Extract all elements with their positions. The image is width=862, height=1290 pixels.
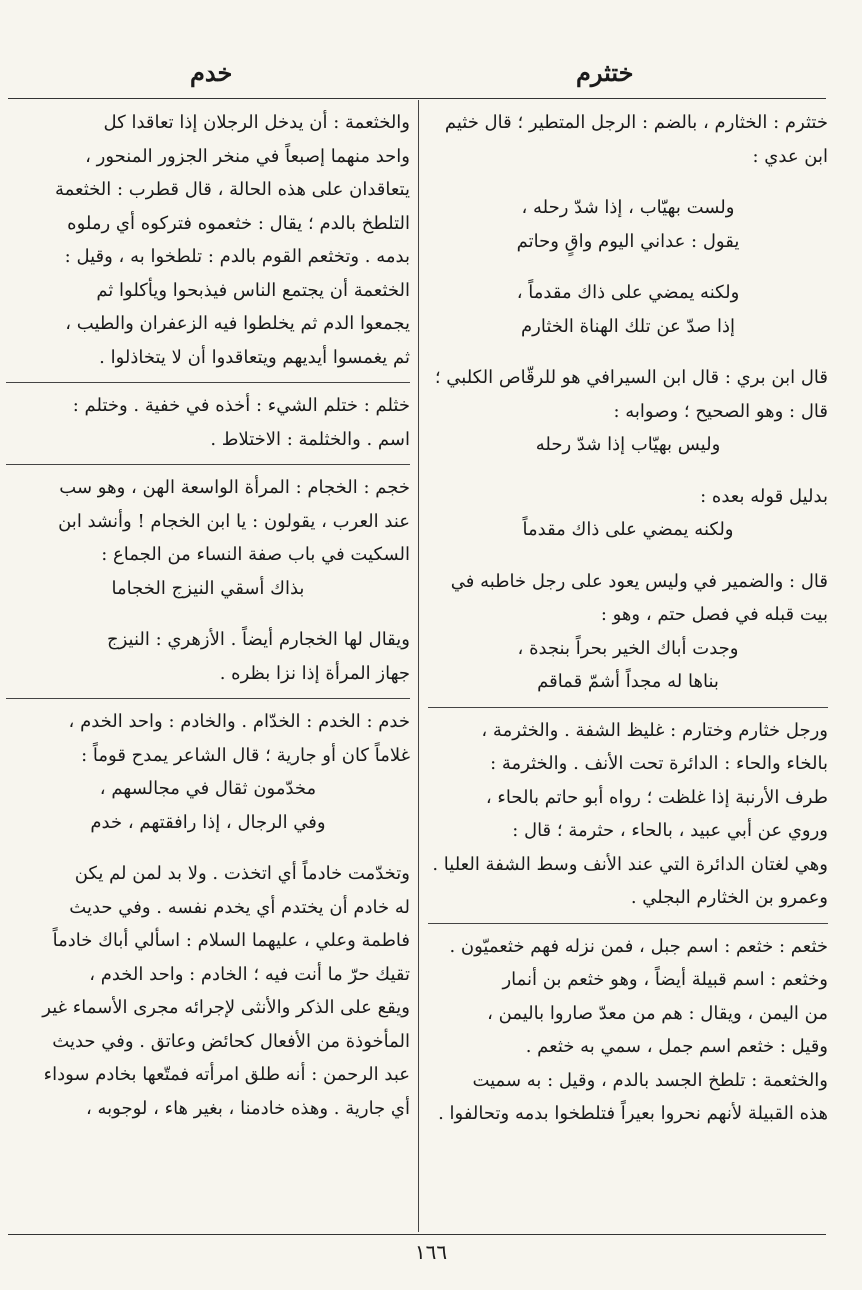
text-line: واحد منهما إصبعاً في منخر الجزور المنحور ، — [85, 145, 410, 167]
verse-line: وليس بهيّاب إذا شدّ رحله — [535, 434, 721, 455]
text-line: ثم يغمسوا أيديهم ويتعاقدوا أن لا يتخاذلوا . — [99, 346, 410, 368]
text-line: وروي عن أبي عبيد ، بالحاء ، حثرمة ؛ قال : — [512, 820, 828, 841]
running-head-left: خدم — [190, 58, 233, 87]
verse-line: ولكنه يمضي على ذاك مقدماً ، — [516, 282, 740, 303]
text-line: عند العرب ، يقولون : يا ابن الخجام ! وأنشد ابن — [58, 510, 410, 532]
text-line: قال : وهو الصحيح ؛ وصوابه : — [613, 400, 828, 422]
text-line: الخثعمة أن يجتمع الناس فيذبحوا ويأكلوا ثم — [96, 279, 410, 301]
text-line: بدمه . وتخثعم القوم بالدم : تلطخوا به ، وقيل : — [64, 246, 410, 267]
running-head-right: ختثرم — [576, 58, 634, 87]
verse-line: بذاك أسقي النيزج الخجاما — [111, 577, 305, 599]
text-line: ورجل خثارم وختارم : غليظ الشفة . والخثرمة ، — [481, 719, 828, 741]
verse-line: بناها له مجداً أشمّ قماقم — [537, 671, 719, 692]
text-line: والخثعمة : تلطخ الجسد بالدم ، وقيل : به سميت — [472, 1069, 828, 1091]
verse-line: ولست بهيّاب ، إذا شدّ رحله ، — [521, 197, 735, 218]
text-line: بالخاء والحاء : الدائرة تحت الأنف . والخثرمة : — [490, 753, 828, 774]
entry-separator — [6, 698, 410, 699]
text-line: والخثعمة : أن يدخل الرجلان إذا تعاقدا كل — [103, 112, 410, 133]
spacer — [428, 258, 828, 276]
entry-separator — [6, 464, 410, 465]
verse-line: وفي الرجال ، إذا رافقتهم ، خدم — [90, 811, 326, 833]
text-line: السكيت في باب صفة النساء من الجماع : — [101, 544, 410, 565]
verse-line: يقول : عداني اليوم واقٍ وحاتم — [516, 230, 740, 252]
top-rule — [8, 98, 826, 99]
spacer — [6, 605, 410, 623]
text-line: اسم . والخثلمة : الاختلاط . — [210, 428, 410, 450]
verse-line: ولكنه يمضي على ذاك مقدماً — [522, 519, 734, 540]
text-line: تقيك حرّ ما أنت فيه ؛ الخادم : واحد الخدم ، — [89, 963, 410, 985]
text-line: وخثعم : اسم قبيلة أيضاً ، وهو خثعم بن أنمار — [502, 969, 828, 990]
text-line: وتخدّمت خادماً أي اتخذت . ولا بد لمن لم يكن — [74, 863, 410, 884]
verse-line: إذا صدّ عن تلك الهناة الخثارم — [521, 315, 735, 337]
entry-separator — [6, 382, 410, 383]
text-line: ويقع على الذكر والأنثى لإجرائه مجرى الأسماء غير — [42, 997, 410, 1018]
text-line: المأخوذة من الأفعال كحائض وعاتق . وفي حديث — [52, 1030, 410, 1052]
text-line: له خادم أن يختدم أي يخدم نفسه . وفي حديث — [69, 896, 410, 918]
text-line: فاطمة وعلي ، عليهما السلام : اسألي أباك خادماً — [52, 930, 410, 951]
page-number: ١٦٦ — [414, 1240, 448, 1264]
text-line: وعمرو بن الخثارم البجلي . — [630, 887, 828, 908]
spacer — [6, 839, 410, 857]
text-line: جهاز المرأة إذا نزا بظره . — [219, 662, 410, 684]
text-line: هذه القبيلة لأنهم نحروا بعيراً فتلطخوا بدمه وتحالفوا . — [438, 1103, 828, 1124]
right-column — [428, 106, 828, 1230]
column-divider — [418, 100, 419, 1232]
text-line: بدليل قوله بعده : — [700, 485, 828, 507]
text-line: خجم : الخجام : المرأة الواسعة الهن ، وهو سب — [59, 477, 410, 498]
text-line: يجمعوا الدم ثم يخلطوا فيه الزعفران والطيب ، — [65, 313, 410, 334]
text-line: يتعاقدان على هذه الحالة ، قال قطرب : الخثعمة — [54, 179, 410, 200]
text-line: ختثرم : الخثارم ، بالضم : الرجل المتطير ؛ قال خثيم — [444, 112, 828, 133]
verse-line: وجدت أباك الخير بحراً بنجدة ، — [517, 637, 739, 659]
spacer — [428, 173, 828, 191]
text-line: ابن عدي : — [752, 145, 828, 167]
text-line: قال : والضمير في وليس يعود على رجل خاطبه في — [450, 570, 828, 592]
spacer — [428, 343, 828, 361]
text-line: قال ابن بري : قال ابن السيرافي هو للرقّاص الكلبي ؛ — [434, 367, 828, 388]
text-line: عبد الرحمن : أنه طلق امرأته فمتّعها بخادم سوداء — [43, 1064, 410, 1085]
text-line: من اليمن ، ويقال : هم من معدّ صاروا باليمن ، — [487, 1002, 828, 1024]
entry-separator — [428, 923, 828, 924]
text-line: خثلم : ختلم الشيء : أخذه في خفية . وختلم : — [72, 395, 410, 416]
text-line: غلاماً كان أو جارية ؛ قال الشاعر يمدح قوماً : — [81, 744, 410, 766]
text-line: خدم : الخدم : الخدّام . والخادم : واحد الخدم ، — [68, 711, 410, 732]
spacer — [428, 462, 828, 480]
verse-line: مخدّمون ثقال في مجالسهم ، — [99, 778, 317, 799]
text-line: خثعم : خثعم : اسم جبل ، فمن نزله فهم خثعميّون . — [449, 935, 828, 957]
text-line: وهي لغتان الدائرة التي عند الأنف وسط الشفة العليا . — [432, 853, 828, 875]
text-line: التلطخ بالدم ؛ يقال : خثعموه فتركوه أي رملوه — [67, 212, 410, 234]
text-line: طرف الأرنبة إذا غلظت ؛ رواه أبو حاتم بالحاء ، — [485, 786, 828, 808]
bottom-rule — [8, 1234, 826, 1235]
text-line: ويقال لها الخجارم أيضاً . الأزهري : النيزج — [107, 629, 410, 650]
entry-separator — [428, 707, 828, 708]
text-line: أي جارية . وهذه خادمنا ، بغير هاء ، لوجوبه ، — [85, 1097, 410, 1119]
left-column — [6, 106, 410, 1230]
text-line: بيت قبله في فصل حتم ، وهو : — [600, 604, 828, 625]
spacer — [428, 547, 828, 565]
text-line: وقيل : خثعم اسم جمل ، سمي به خثعم . — [525, 1036, 828, 1057]
